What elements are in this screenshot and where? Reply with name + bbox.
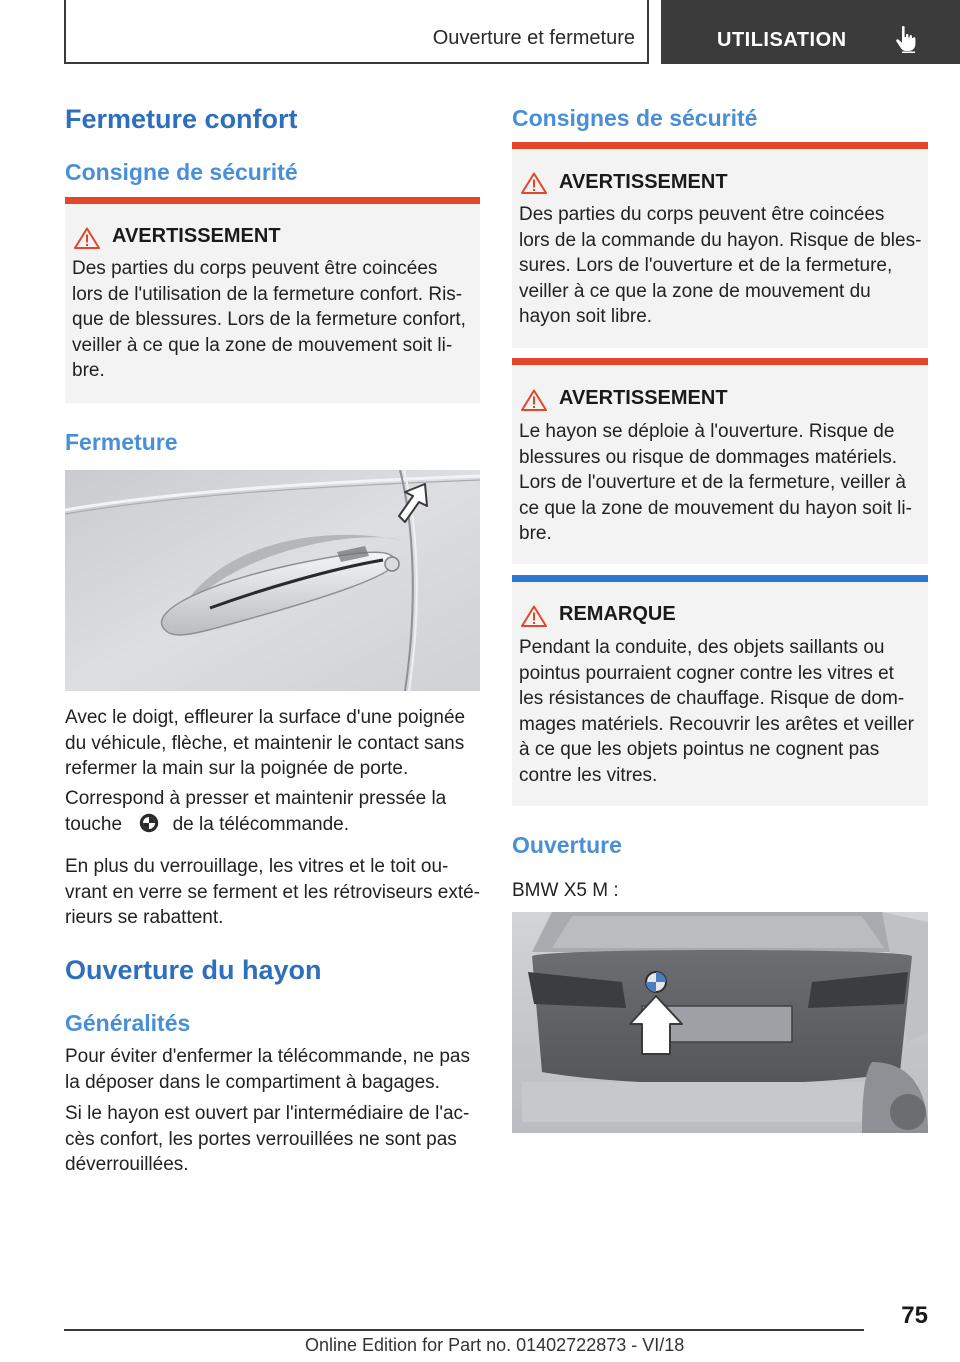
warning-text: [72, 256, 474, 384]
text-line: la déposer dans le compartiment à bagages.: [65, 1071, 440, 1093]
footer-rule: [64, 1329, 864, 1331]
door-handle-drawing: [65, 470, 480, 691]
text-line-with-icon: [65, 812, 480, 838]
warning-line: bre.: [72, 360, 105, 381]
warning-line: bre.: [519, 523, 552, 544]
section-tab: [64, 0, 649, 64]
text-line: Avec le doigt, effleurer la surface d'une poignée: [65, 707, 466, 728]
warning-line: que de blessures. Lors de la fermeture confort,: [72, 309, 466, 330]
bmw-logo-icon: [139, 813, 159, 833]
warning-line: lors de la commande du hayon. Risque de bles-: [519, 229, 922, 251]
warning-line: Des parties du corps peuvent être coincées: [519, 204, 885, 225]
paragraph-remote-equivalent: [65, 786, 480, 837]
warning-line: ce que la zone de mouvement du hayon soit li-: [519, 497, 912, 519]
warning-text: [519, 419, 922, 547]
text-line: cès confort, les portes verrouillées ne sont pas: [65, 1128, 457, 1150]
warning-triangle-icon: [74, 227, 100, 249]
text-fragment: touche: [65, 813, 123, 835]
warning-box: [512, 142, 928, 348]
text-line: Si le hayon est ouvert par l'intermédiaire de l'ac-: [65, 1103, 470, 1124]
text-line: Pour éviter d'enfermer la télécommande, ne pas: [65, 1046, 470, 1067]
heading-closing: Fermeture: [65, 429, 178, 455]
section-title: Ouverture et fermeture: [432, 27, 635, 49]
notice-line: mages matériels. Recouvrir les arêtes et veiller: [519, 713, 914, 735]
warning-title: AVERTISSEMENT: [559, 171, 728, 193]
warning-title: AVERTISSEMENT: [112, 225, 281, 247]
text-line: rieurs se rabattent.: [65, 907, 224, 928]
chapter-tab: [661, 0, 960, 64]
warning-line: Des parties du corps peuvent être coincées: [72, 258, 438, 279]
notice-line: contre les vitres.: [519, 764, 658, 786]
warning-title: AVERTISSEMENT: [559, 387, 728, 409]
model-label: BMW X5 M :: [512, 880, 619, 901]
edition-text: Online Edition for Part no. 01402722873 - VI/18: [305, 1335, 685, 1355]
text-line: déverrouillées.: [65, 1154, 189, 1175]
notice-box: [512, 575, 928, 806]
paragraph-touch-handle: [65, 705, 480, 782]
warning-line: veiller à ce que la zone de mouvement soit li-: [72, 334, 453, 356]
text-line: du véhicule, flèche, et maintenir le contact sans: [65, 732, 465, 754]
warning-line: hayon soit libre.: [519, 306, 653, 327]
text-line: refermer la main sur la poignée de porte.: [65, 758, 409, 779]
notice-text: [519, 635, 922, 788]
warning-triangle-icon: [521, 605, 547, 627]
text-line: Correspond à presser et maintenir pressée la: [65, 788, 447, 809]
heading-safety-notice: Consigne de sécurité: [65, 159, 298, 185]
text-fragment: de la télécommande.: [172, 813, 349, 835]
text-line: vrant en verre se ferment et les rétroviseurs exté-: [65, 881, 480, 903]
notice-line: pointus pourraient cogner contre les vitres et: [519, 662, 894, 684]
notice-line: à ce que les objets pointus ne cognent pas: [519, 739, 880, 760]
warning-line: sures. Lors de l'ouverture et de la fermeture,: [519, 255, 893, 276]
notice-line: les résistances de chauffage. Risque de dom-: [519, 688, 905, 709]
hand-pointer-icon: [895, 25, 917, 53]
paragraph-locking: [65, 854, 480, 931]
warning-box: [65, 197, 480, 403]
warning-line: veiller à ce que la zone de mouvement du: [519, 280, 871, 302]
heading-opening: Ouverture: [512, 832, 622, 858]
warning-line: Le hayon se déploie à l'ouverture. Risque de: [519, 421, 895, 442]
page-number: 75: [901, 1302, 928, 1329]
warning-line: Lors de l'ouverture et de la fermeture, veiller à: [519, 472, 906, 493]
warning-text: [519, 202, 922, 330]
door-handle-illustration: [65, 470, 480, 691]
tailgate-illustration: [512, 912, 928, 1133]
heading-comfort-closing: Fermeture confort: [65, 104, 298, 134]
paragraph-comfort-access: [65, 1101, 480, 1178]
paragraph-remote-warning: [65, 1044, 480, 1095]
notice-title: REMARQUE: [559, 603, 676, 625]
heading-safety-notices: Consignes de sécurité: [512, 105, 758, 131]
chapter-title: UTILISATION: [717, 29, 847, 51]
notice-line: Pendant la conduite, des objets saillants ou: [519, 637, 885, 658]
heading-general: Généralités: [65, 1010, 191, 1036]
warning-line: blessures ou risque de dommages matériels.: [519, 446, 898, 468]
warning-box: [512, 358, 928, 564]
warning-line: lors de l'utilisation de la fermeture confort. Ris-: [72, 283, 463, 305]
tailgate-drawing: [512, 912, 928, 1133]
warning-triangle-icon: [521, 389, 547, 411]
page-header: [0, 0, 960, 66]
heading-tailgate-opening: Ouverture du hayon: [65, 955, 322, 985]
text-line: En plus du verrouillage, les vitres et le toit ou-: [65, 856, 449, 877]
warning-triangle-icon: [521, 172, 547, 194]
